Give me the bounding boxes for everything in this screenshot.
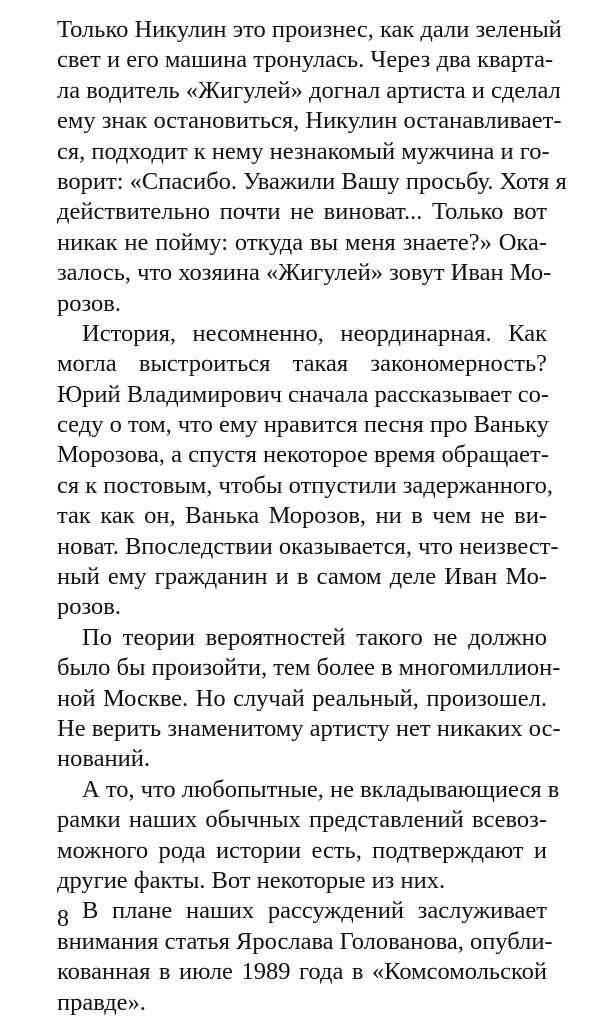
page-number: 8 <box>57 906 69 932</box>
text-line: свет и его машина тронулась. Через два кварта- <box>57 46 554 74</box>
text-line: По теории вероятностей такого не должно <box>82 623 547 651</box>
text-line: можного рода истории есть, подтверждают и <box>57 836 547 864</box>
text-line: Только Никулин это произнес, как дали зеленый <box>57 16 562 43</box>
text-line: внимания статья Ярослава Голованова, опубли- <box>57 927 553 955</box>
text-line: ла водитель «Жигулей» догнал артиста и сделал <box>57 76 561 104</box>
paragraph-1 <box>57 15 567 319</box>
text-line: кованная в июле 1989 года в «Комсомольской <box>57 958 547 986</box>
text-line: Морозова, а спустя некоторое время обращает- <box>57 441 549 469</box>
text-line: ему знак остановиться, Никулин останавливает- <box>57 107 562 135</box>
text-line: никак не пойму: откуда вы меня знаете?» Ока- <box>57 228 547 256</box>
text-line: залось, что хозяина «Жигулей» зовут Иван Мо- <box>57 259 552 287</box>
text-line: ный ему гражданин и в самом деле Иван Мо- <box>57 563 547 591</box>
text-line: розов. <box>57 593 121 621</box>
text-line: действительно почти не виноват... Только вот <box>57 198 547 226</box>
text-line: Не верить знаменитому артисту нет никаких ос- <box>57 714 561 742</box>
text-line: А то, что любопытные, не вкладывающиеся в <box>82 775 560 803</box>
text-line: новат. Впоследствии оказывается, что неизвест- <box>57 532 559 560</box>
paragraph-2 <box>57 319 559 623</box>
text-line: правде». <box>57 988 146 1016</box>
text-line: ся, подходит к нему незнакомый мужчина и го- <box>57 137 550 165</box>
book-page-text <box>57 15 567 1018</box>
text-line: История, несомненно, неординарная. Как <box>82 319 547 347</box>
paragraph-3 <box>57 623 561 775</box>
text-line: было бы произойти, тем более в многомиллион- <box>57 654 561 682</box>
text-line: Юрий Владимирович сначала рассказывает со- <box>57 380 550 408</box>
text-line: ной Москве. Но случай реальный, произошел. <box>57 684 547 712</box>
text-line: нований. <box>57 745 150 773</box>
text-line: В плане наших рассуждений заслуживает <box>82 897 547 925</box>
text-line: ворит: «Спасибо. Уважили Вашу просьбу. Хотя я <box>57 167 567 195</box>
text-line: ся к постовым, чтобы отпустили задержанного, <box>57 471 553 499</box>
text-line: седу о том, что ему нравится песня про Ваньку <box>57 411 549 439</box>
text-line: розов. <box>57 289 121 317</box>
text-line: другие факты. Вот некоторые из них. <box>57 866 446 894</box>
text-line: могла выстроиться такая закономерность? <box>57 350 547 378</box>
text-line: рамки наших обычных представлений всевоз- <box>57 806 547 834</box>
paragraph-5 <box>57 896 553 1018</box>
paragraph-4 <box>57 775 560 897</box>
text-line: так как он, Ванька Морозов, ни в чем не ви- <box>57 502 547 530</box>
